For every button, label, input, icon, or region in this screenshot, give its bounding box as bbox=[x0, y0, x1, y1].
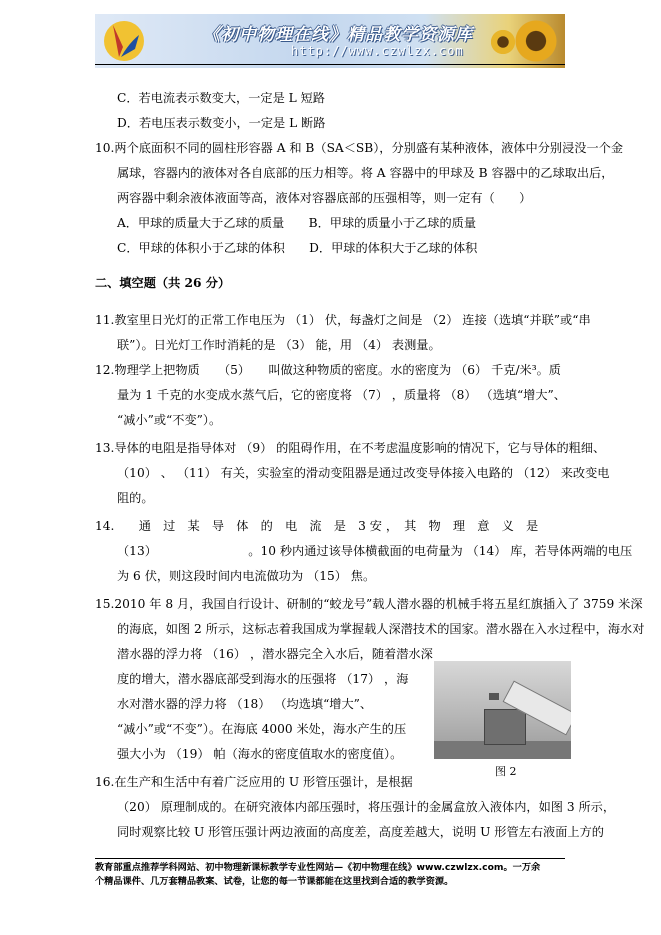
footer-line-1: 教育部重点推荐学科网站、初中物理新课标教学专业性网站—《初中物理在线》www.czwlzx.com。一万余 bbox=[95, 862, 541, 873]
footer-rule bbox=[95, 858, 565, 859]
text-line: 量为 1 千克的水变成水蒸气后，它的密度将 （7） ，质量将 （8） （选填“增大”、 bbox=[117, 388, 566, 402]
figure-caption: 图 2 bbox=[495, 765, 517, 778]
logo-icon bbox=[99, 17, 149, 65]
text-line: 14. 通 过 某 导 体 的 电 流 是 3 安 ， 其 物 理 意 义 是 bbox=[95, 519, 539, 533]
text-line: 度的增大，潜水器底部受到海水的压强将 （17） ，海 bbox=[117, 672, 409, 686]
text-line: C．甲球的体积小于乙球的体积 D．甲球的体积大于乙球的体积 bbox=[117, 241, 478, 255]
text-line: （20） 原理制成的。在研究液体内部压强时，将压强计的金属盒放入液体内，如图 3 所示， bbox=[117, 800, 616, 814]
sunflower-icon bbox=[513, 18, 559, 64]
text-line: （10） 、 （11） 有关，实验室的滑动变阻器是通过改变导体接入电路的 （12） 来改变电 bbox=[117, 466, 610, 480]
text-line: A．甲球的质量大于乙球的质量 B．甲球的质量小于乙球的质量 bbox=[117, 216, 477, 230]
text-line: 16.在生产和生活中有着广泛应用的 U 形管压强计，是根据 bbox=[95, 775, 413, 789]
text-line: 两容器中剩余液体液面等高，液体对容器底部的压强相等，则一定有（ ） bbox=[117, 191, 532, 205]
text-line: 二、填空题（共 26 分） bbox=[95, 276, 231, 290]
header-rule bbox=[95, 64, 565, 65]
figure-2-submersible-photo bbox=[434, 661, 571, 759]
text-line: 为 6 伏，则这段时间内电流做功为 （15） 焦。 bbox=[117, 569, 376, 583]
text-line: 强大小为 （19） 帕（海水的密度值取水的密度值）。 bbox=[117, 747, 403, 761]
text-line: C．若电流表示数变大，一定是 L 短路 bbox=[117, 91, 325, 105]
text-line: “减小”或“不变”）。在海底 4000 米处，海水产生的压 bbox=[117, 722, 407, 736]
header-banner bbox=[95, 14, 565, 68]
header-url[interactable]: http://www.czwlzx.com bbox=[291, 44, 464, 58]
text-line: “减小”或“不变”）。 bbox=[117, 413, 222, 427]
text-line: 潜水器的浮力将 （16） ，潜水器完全入水后，随着潜水深 bbox=[117, 647, 433, 661]
text-line: 联”）。日光灯工作时消耗的是 （3） 能，用 （4） 表测量。 bbox=[117, 338, 441, 352]
text-line: 水对潜水器的浮力将 （18） （均选填“增大”、 bbox=[117, 697, 373, 711]
text-line: 13.导体的电阻是指导体对 （9） 的阻碍作用，在不考虑温度影响的情况下，它与导体的粗细、 bbox=[95, 441, 606, 455]
text-line: 阻的。 bbox=[117, 491, 154, 505]
header-title: 《初中物理在线》精品教学资源库 bbox=[203, 25, 473, 45]
footer-line-2: 个精品课件、几万套精品教案、试卷，让您的每一节课都能在这里找到合适的教学资源。 bbox=[95, 876, 454, 887]
text-line: 属球，容器内的液体对各自底部的压力相等。将 A 容器中的甲球及 B 容器中的乙球取出后， bbox=[117, 166, 614, 180]
text-line: （13） 。10 秒内通过该导体横截面的电荷量为 （14） 库，若导体两端的电压 bbox=[117, 544, 633, 558]
text-line: D．若电压表示数变小，一定是 L 断路 bbox=[117, 116, 326, 130]
flag-icon bbox=[489, 693, 499, 700]
text-line: 12.物理学上把物质 （5） 叫做这种物质的密度。水的密度为 （6） 千克/米³。质 bbox=[95, 363, 561, 377]
text-line: 10.两个底面积不同的圆柱形容器 A 和 B（SA＜SB），分别盛有某种液体，液体中分别浸没一个金 bbox=[95, 141, 624, 155]
text-line: 的海底，如图 2 所示，这标志着我国成为掌握载人深潜技术的国家。潜水器在入水过程中，海水对 bbox=[117, 622, 645, 636]
text-line: 同时观察比较 U 形管压强计两边液面的高度差，高度差越大，说明 U 形管左右液面上方的 bbox=[117, 825, 604, 839]
text-line: 15.2010 年 8 月，我国自行设计、研制的“蛟龙号”载人潜水器的机械手将五星红旗插入了 3759 米深 bbox=[95, 597, 643, 611]
text-line: 11.教室里日光灯的正常工作电压为 （1） 伏，每盏灯之间是 （2） 连接（选填“并联”或“串 bbox=[95, 313, 591, 327]
